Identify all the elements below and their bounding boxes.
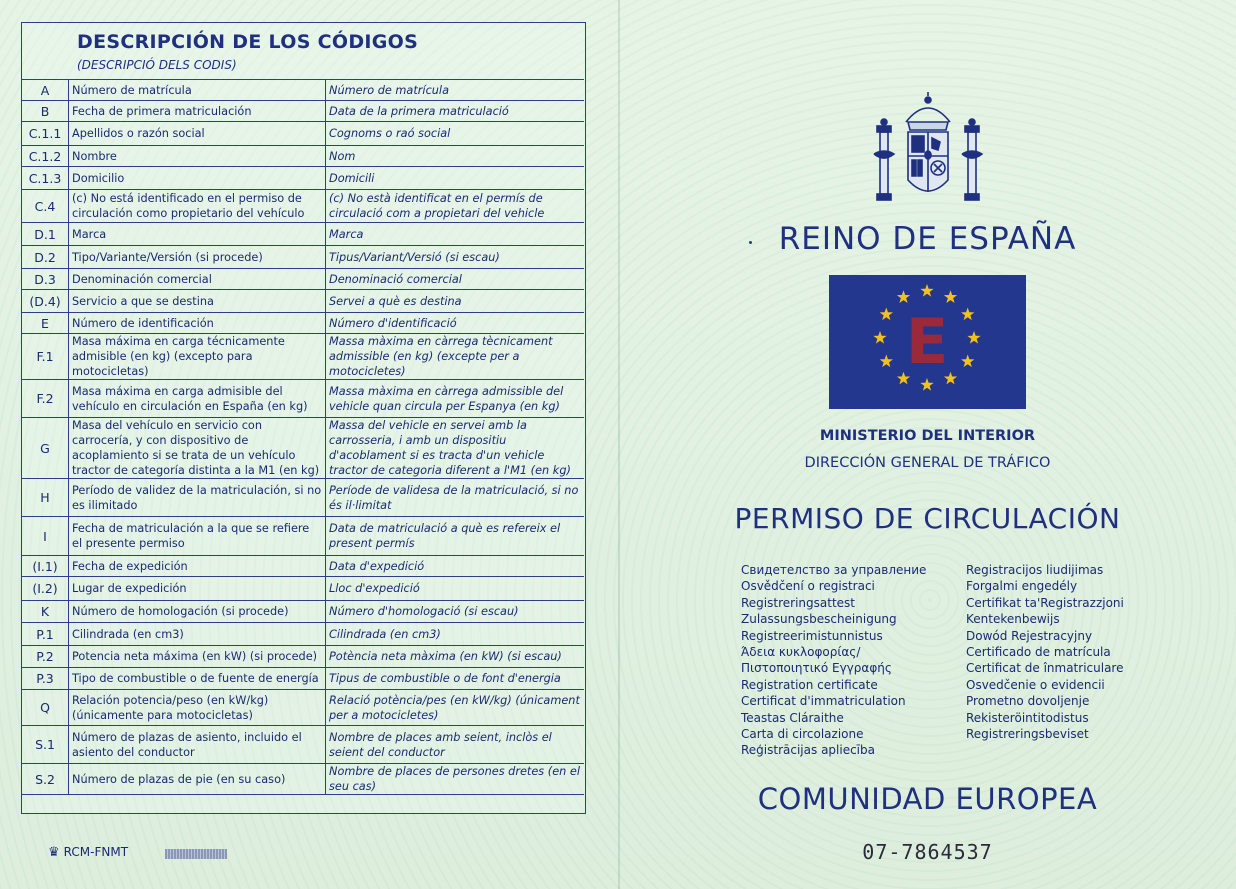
code-cell: E: [22, 313, 69, 334]
language-label: Reģistrācijas apliecība: [741, 743, 875, 758]
spanish-cell: Masa máxima en carga admisible del vehículo en circulación en España (en kg): [69, 380, 326, 418]
code-cell: P.2: [22, 646, 69, 668]
code-row: [22, 517, 584, 556]
catalan-cell: Cognoms o raó social: [326, 122, 585, 146]
language-label: Osvědčení o registraci: [741, 579, 875, 594]
spanish-cell: Lugar de expedición: [69, 577, 326, 601]
language-label: Πιστοποιητικό Εγγραφής: [741, 661, 892, 676]
catalan-cell: Nombre de places de persones dretes (en el seu cas): [326, 764, 585, 795]
code-cell: P.1: [22, 623, 69, 646]
code-cell: (I.2): [22, 577, 69, 601]
spanish-cell: Número de identificación: [69, 313, 326, 334]
language-label: Carta di circolazione: [741, 727, 864, 742]
catalan-cell: Nom: [326, 146, 585, 167]
spanish-cell: (c) No está identificado en el permiso de circulación como propietario del vehículo: [69, 190, 326, 223]
catalan-cell: Lloc d'expedició: [326, 577, 585, 601]
catalan-cell: Període de validesa de la matriculació, si no és il·limitat: [326, 479, 585, 517]
star-icon: [967, 331, 980, 344]
catalan-cell: Marca: [326, 223, 585, 246]
star-icon: [920, 378, 933, 391]
catalan-cell: Tipus/Variant/Versió (si escau): [326, 246, 585, 269]
code-cell: K: [22, 601, 69, 623]
code-cell: C.1.3: [22, 167, 69, 190]
spanish-cell: Período de validez de la matriculación, si no es ilimitado: [69, 479, 326, 517]
catalan-cell: Massa màxima en càrrega admissible del vehicle quan circula per Espanya (en kg): [326, 380, 585, 418]
code-cell: H: [22, 479, 69, 517]
code-cell: D.3: [22, 269, 69, 290]
catalan-cell: Potència neta màxima (en kW) (si escau): [326, 646, 585, 668]
language-label: Forgalmi engedély: [966, 579, 1078, 594]
catalan-cell: Cilindrada (en cm3): [326, 623, 585, 646]
code-row: [22, 167, 584, 190]
catalan-cell: Data d'expedició: [326, 556, 585, 577]
imprint: [48, 845, 128, 860]
catalan-cell: Denominació comercial: [326, 269, 585, 290]
catalan-cell: Número d'identificació: [326, 313, 585, 334]
code-cell: C.1.2: [22, 146, 69, 167]
language-label: Свидетелство за управление: [741, 563, 927, 577]
spanish-cell: Fecha de expedición: [69, 556, 326, 577]
code-cell: (D.4): [22, 290, 69, 313]
spanish-cell: Denominación comercial: [69, 269, 326, 290]
code-row: [22, 313, 584, 334]
code-row: [22, 101, 584, 122]
code-row: [22, 556, 584, 577]
spanish-cell: Nombre: [69, 146, 326, 167]
decor-dot: [749, 241, 752, 244]
code-cell: Q: [22, 690, 69, 726]
star-icon: [873, 331, 886, 344]
codes-panel: [21, 22, 586, 814]
language-label: Registreringsbeviset: [966, 727, 1089, 742]
language-label: Certificado de matrícula: [966, 645, 1111, 660]
crown-m-icon: ♛: [48, 845, 60, 860]
code-row: [22, 601, 584, 623]
catalan-cell: Massa del vehicle en servei amb la carrosseria, i amb un dispositiu d'acoblament si es tracta d'un vehicle tractor de categoria diferent a l'M1 (en kg): [326, 418, 585, 479]
spanish-cell: Potencia neta máxima (en kW) (si procede): [69, 646, 326, 668]
language-label: Dowód Rejestracyjny: [966, 628, 1093, 643]
language-label: Rekisteröintitodistus: [966, 710, 1089, 725]
center-fold: [618, 0, 620, 889]
coat-of-arms-icon: [868, 92, 988, 210]
code-row: [22, 269, 584, 290]
spanish-cell: Domicilio: [69, 167, 326, 190]
language-label: Registreerimistunnistus: [741, 628, 883, 643]
star-icon: [961, 308, 974, 321]
languages-left: [741, 562, 926, 759]
code-row: [22, 764, 584, 795]
spanish-cell: Masa máxima en carga técnicamente admisible (en kg) (excepto para motocicletas): [69, 334, 326, 380]
language-label: Certifikat ta'Registrazzjoni: [966, 595, 1124, 610]
codes-table: [22, 79, 584, 795]
eu-flag-graphic: [829, 275, 1026, 409]
language-label: Kentekenbewijs: [966, 612, 1060, 627]
spanish-cell: Relación potencia/peso (en kW/kg) (únicamente para motocicletas): [69, 690, 326, 726]
spanish-cell: Marca: [69, 223, 326, 246]
spanish-cell: Apellidos o razón social: [69, 122, 326, 146]
spanish-cell: Tipo/Variante/Versión (si procede): [69, 246, 326, 269]
language-label: Άδεια κυκλοφορίας/: [741, 645, 861, 660]
spanish-cell: Fecha de matriculación a la que se refiere el presente permiso: [69, 517, 326, 556]
code-row: [22, 380, 584, 418]
imprint-text: RCM-FNMT: [63, 845, 129, 859]
spanish-cell: Masa del vehículo en servicio con carrocería, y con dispositivo de acoplamiento si se trata de un vehículo tractor de categoría distinta a la M1 (en kg): [69, 418, 326, 479]
language-label: Certificat de înmatriculare: [966, 661, 1124, 676]
catalan-cell: Domicili: [326, 167, 585, 190]
catalan-cell: Relació potència/pes (en kW/kg) (únicament per a motocicletes): [326, 690, 585, 726]
language-label: Zulassungsbescheinigung: [741, 612, 897, 627]
code-row: [22, 190, 584, 223]
code-cell: C.4: [22, 190, 69, 223]
catalan-cell: (c) No està identificat en el permís de circulació com a propietari del vehicle: [326, 190, 585, 223]
spanish-cell: Número de matrícula: [69, 80, 326, 101]
directorate-name: DIRECCIÓN GENERAL DE TRÁFICO: [804, 455, 1051, 471]
community-title: COMUNIDAD EUROPEA: [757, 782, 1098, 816]
code-cell: B: [22, 101, 69, 122]
star-icon: [920, 284, 933, 297]
catalan-cell: Massa màxima en càrrega tècnicament admissible (en kg) (excepte per a motocicletes): [326, 334, 585, 380]
codes-title: DESCRIPCIÓN DE LOS CÓDIGOS: [77, 31, 419, 53]
language-label: Certificat d'immatriculation: [741, 694, 906, 709]
code-row: [22, 246, 584, 269]
code-row: [22, 726, 584, 764]
catalan-cell: Servei a què es destina: [326, 290, 585, 313]
code-row: [22, 646, 584, 668]
code-cell: C.1.1: [22, 122, 69, 146]
spanish-cell: Número de plazas de asiento, incluido el asiento del conductor: [69, 726, 326, 764]
code-row: [22, 223, 584, 246]
spanish-cell: Número de homologación (si procede): [69, 601, 326, 623]
star-icon: [961, 355, 974, 368]
catalan-cell: Data de matriculació a què es refereix el present permís: [326, 517, 585, 556]
spanish-cell: Fecha de primera matriculación: [69, 101, 326, 122]
code-cell: P.3: [22, 668, 69, 690]
code-row: [22, 146, 584, 167]
language-label: Registreringsattest: [741, 595, 855, 610]
spanish-cell: Cilindrada (en cm3): [69, 623, 326, 646]
code-cell: F.2: [22, 380, 69, 418]
language-label: Registracijos liudijimas: [966, 563, 1104, 577]
star-icon: [880, 308, 893, 321]
spanish-cell: Tipo de combustible o de fuente de energía: [69, 668, 326, 690]
code-cell: S.1: [22, 726, 69, 764]
code-cell: D.2: [22, 246, 69, 269]
code-row: [22, 418, 584, 479]
star-icon: [944, 290, 957, 303]
catalan-cell: Tipus de combustible o de font d'energia: [326, 668, 585, 690]
star-icon: [880, 355, 893, 368]
language-label: Prometno dovoljenje: [966, 694, 1090, 709]
star-icon: [897, 290, 910, 303]
flag-letter-e: E: [905, 305, 949, 378]
code-row: [22, 334, 584, 380]
microprint-bar: [165, 849, 227, 859]
code-row: [22, 577, 584, 601]
kingdom-title: REINO DE ESPAÑA: [778, 221, 1077, 257]
code-cell: F.1: [22, 334, 69, 380]
catalan-cell: Data de la primera matriculació: [326, 101, 585, 122]
catalan-cell: Nombre de places amb seient, inclòs el seient del conductor: [326, 726, 585, 764]
code-row: [22, 623, 584, 646]
spanish-cell: Servicio a que se destina: [69, 290, 326, 313]
code-row: [22, 290, 584, 313]
language-label: Osvedčenie o evidencii: [966, 677, 1105, 692]
code-row: [22, 479, 584, 517]
code-cell: D.1: [22, 223, 69, 246]
code-cell: G: [22, 418, 69, 479]
code-row: [22, 80, 584, 101]
permit-title: PERMISO DE CIRCULACIÓN: [734, 502, 1121, 535]
code-cell: (I.1): [22, 556, 69, 577]
code-cell: S.2: [22, 764, 69, 795]
ministry-name: MINISTERIO DEL INTERIOR: [819, 428, 1036, 444]
language-label: Teastas Cláraithe: [741, 710, 844, 725]
code-row: [22, 668, 584, 690]
catalan-cell: Número d'homologació (si escau): [326, 601, 585, 623]
languages-right: [966, 562, 1124, 742]
serial-number: 07-7864537: [862, 840, 993, 864]
code-cell: I: [22, 517, 69, 556]
codes-subtitle: (DESCRIPCIÓ DELS CODIS): [77, 58, 237, 72]
code-row: [22, 690, 584, 726]
language-label: Registration certificate: [741, 677, 878, 692]
spanish-cell: Número de plazas de pie (en su caso): [69, 764, 326, 795]
code-cell: A: [22, 80, 69, 101]
catalan-cell: Número de matrícula: [326, 80, 585, 101]
code-row: [22, 122, 584, 146]
eu-flag: [829, 275, 1026, 409]
